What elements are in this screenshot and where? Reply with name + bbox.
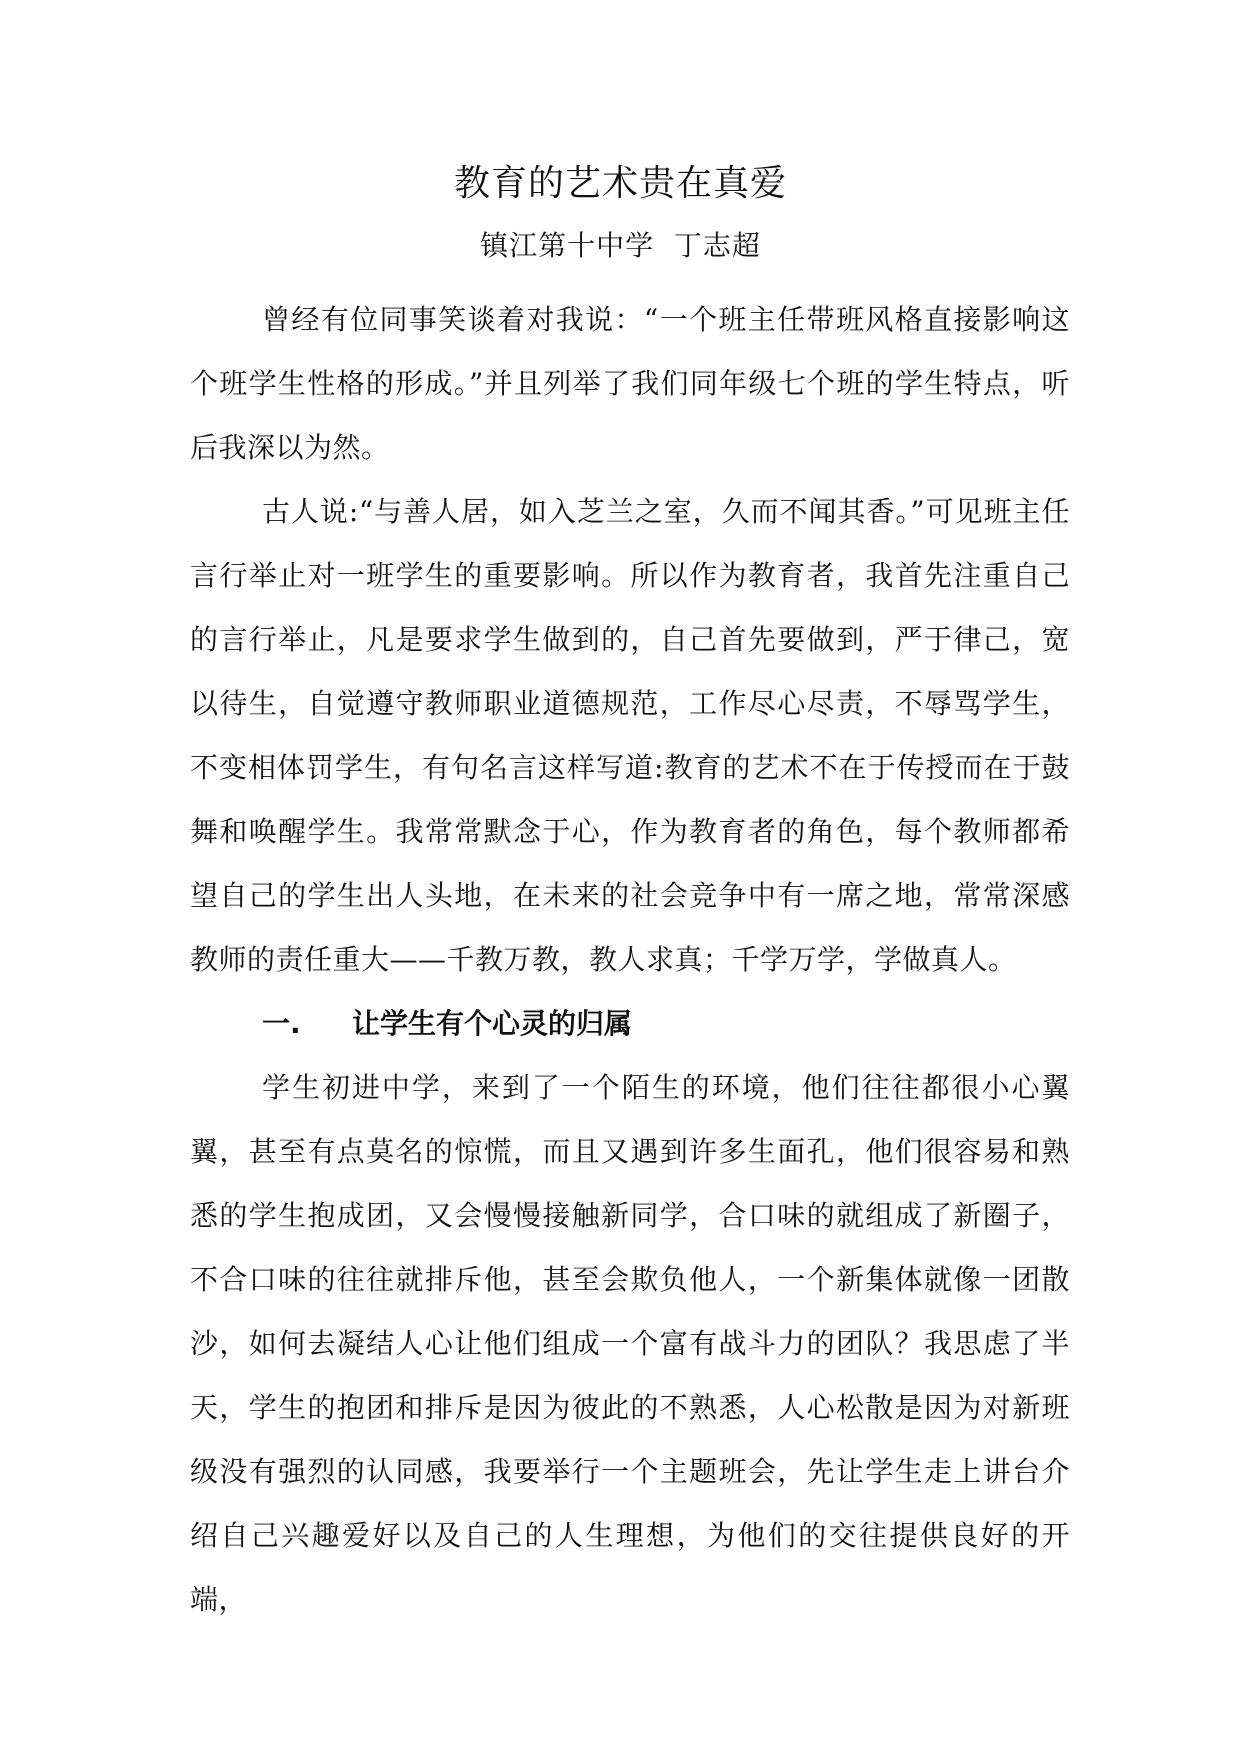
section-title: 让学生有个心灵的归属 — [352, 1007, 633, 1040]
document-body — [190, 288, 1070, 1632]
section-number: 一. — [262, 1007, 301, 1040]
author-line: 镇江第十中学 丁志超 — [480, 229, 761, 262]
paragraph-intro: 曾经有位同事笑谈着对我说：“一个班主任带班风格直接影响这个班学生性格的形成。”并且列举了我们同年级七个班的学生特点，听后我深以为然。 — [190, 303, 1070, 464]
paragraph-section-one: 学生初进中学，来到了一个陌生的环境，他们往往都很小心翼翼，甚至有点莫名的惊慌，而且又遇到许多生面孔，他们很容易和熟悉的学生抱成团，又会慢慢接触新同学，合口味的就组成了新圈子，不合口味的往往就排斥他，甚至会欺负他人，一个新集体就像一团散沙，如何去凝结人心让他们组成一个富有战斗力的团队？我思虑了半天，学生的抱团和排斥是因为彼此的不熟悉，人心松散是因为对新班级没有强烈的认同感，我要举行一个主题班会，先让学生走上讲台介绍自己兴趣爱好以及自己的人生理想，为他们的交往提供良好的开端， — [190, 1071, 1070, 1616]
section-heading — [190, 992, 1070, 1056]
paragraph-ancient-saying: 古人说:“与善人居，如入芝兰之室，久而不闻其香。”可见班主任言行举止对一班学生的重要影响。所以作为教育者，我首先注重自己的言行举止，凡是要求学生做到的，自己首先要做到，严于律己，宽以待生，自觉遵守教师职业道德规范，工作尽心尽责，不辱骂学生，不变相体罚学生，有句名言这样写道:教育的艺术不在于传授而在于鼓舞和唤醒学生。我常常默念于心，作为教育者的角色，每个教师都希望自己的学生出人头地，在未来的社会竞争中有一席之地，常常深感教师的责任重大——千教万教，教人求真；千学万学，学做真人。 — [190, 495, 1070, 976]
document-title: 教育的艺术贵在真爱 — [453, 163, 787, 204]
